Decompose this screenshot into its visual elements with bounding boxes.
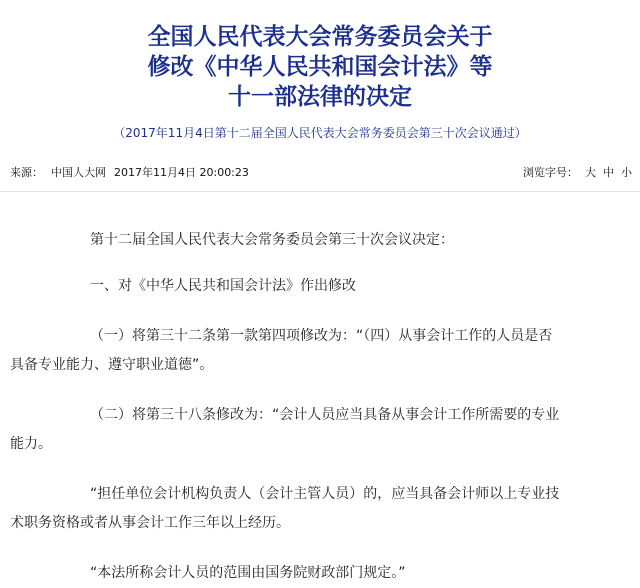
item-2-line-1: （二）将第三十八条修改为：“会计人员应当具备从事会计工作所需要的专业 [90,407,560,423]
title-line-2: 修改《中华人民共和国会计法》等 [147,53,493,80]
meta-divider [0,191,640,192]
item-1-line-2: 具备专业能力、遵守职业道德”。 [10,357,214,373]
article-meta-bar [0,163,640,183]
title-line-1: 全国人民代表大会常务委员会关于 [147,23,493,50]
intro-paragraph: 第十二届全国人民代表大会常务委员会第三十次会议决定： [90,232,454,248]
font-size-medium-button[interactable]: 中 [603,166,614,179]
source-label: 来源： [10,166,43,179]
publish-datetime: 2017年11月4日 20:00:23 [114,166,249,179]
item-2-para-2-line-1: “担任单位会计机构负责人（会计主管人员）的，应当具备会计师以上专业技 [90,486,560,502]
font-size-selector [523,163,632,183]
source-info [10,163,257,183]
item-1-line-1: （一）将第三十二条第一款第四项修改为：“（四）从事会计工作的人员是否 [90,328,553,344]
source-name: 中国人大网 [51,166,106,179]
item-2-para-2-line-2: 术职务资格或者从事会计工作三年以上经历。 [10,515,290,531]
document-title [0,22,640,112]
adoption-note: （2017年11月4日第十二届全国人民代表大会常务委员会第三十次会议通过） [113,126,527,140]
title-line-3: 十一部法律的决定 [228,83,412,110]
font-size-label: 浏览字号： [523,166,578,179]
section-1-heading: 一、对《中华人民共和国会计法》作出修改 [90,278,356,294]
font-size-large-button[interactable]: 大 [585,166,596,179]
font-size-small-button[interactable]: 小 [621,166,632,179]
article-body [10,226,630,588]
item-2-line-2: 能力。 [10,436,52,452]
item-2-para-3: “本法所称会计人员的范围由国务院财政部门规定。” [90,565,406,581]
